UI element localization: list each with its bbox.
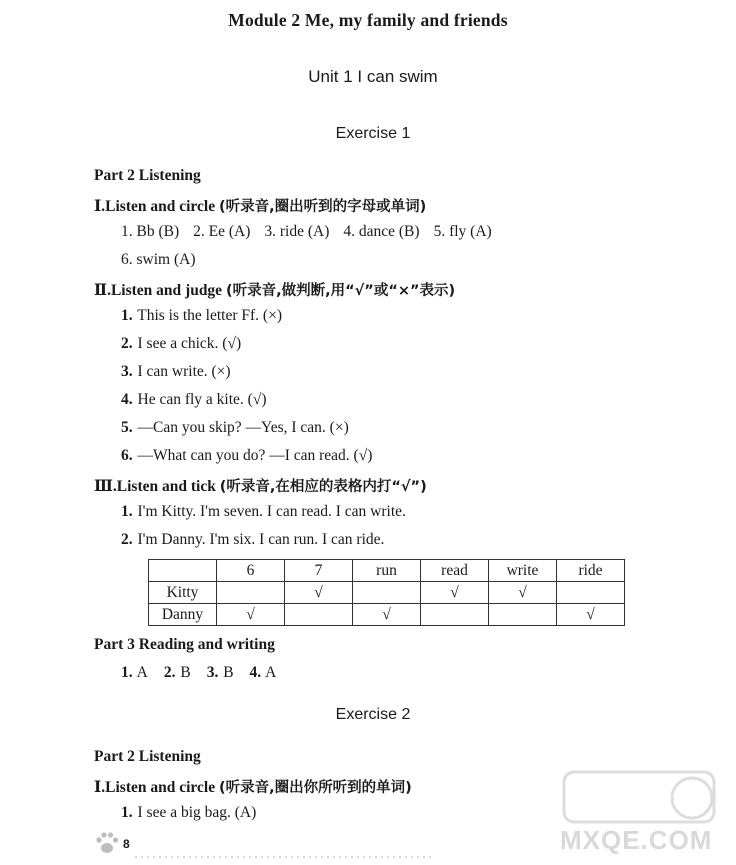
answer-item: 5. fly (A) [433,223,492,240]
list-item: 5. —Can you skip? —Yes, I can. (×) [121,419,349,436]
table-cell: read [421,560,489,582]
table-cell: 6 [217,560,285,582]
ex1-sec1-heading [94,195,426,216]
list-item: 4. He can fly a kite. (√) [121,391,267,408]
answer-item: 2. Ee (A) [193,223,251,240]
list-item: 1. I'm Kitty. I'm seven. I can read. I can write. [121,503,406,520]
ex1-sec3-heading [94,475,427,496]
exercise-1-title: Exercise 1 [335,125,411,142]
tick-table [148,559,625,626]
ex1-sec1-row2: 6. swim (A) [121,251,196,268]
watermark-text: MXQE.COM [560,825,713,855]
list-item: 1. This is the letter Ff. (×) [121,307,282,324]
table-cell [421,604,489,626]
table-cell: write [489,560,557,582]
table-row [149,604,625,626]
page-number: 8 [123,837,130,851]
list-item: 2. I see a chick. (√) [121,335,242,352]
table-cell: run [353,560,421,582]
sec-number: Ⅰ. [94,198,106,215]
sec-instruction: (听录音,做判断,用“√”或“×”表示) [225,283,456,299]
sec-number: Ⅰ. [94,779,106,796]
table-cell [557,582,625,604]
table-cell [489,604,557,626]
table-cell: ride [557,560,625,582]
ex1-part3-answers: 1. A 2. B 3. B 4. A [121,664,277,681]
module-title: Module 2 Me, my family and friends [228,10,508,30]
sec-label: Listen and circle [105,779,216,796]
sec-instruction: (听录音,在相应的表格内打“√”) [219,479,427,495]
table-cell: √ [489,582,557,604]
sec-label: Listen and judge [110,282,223,299]
sec-number: Ⅲ. [94,478,117,495]
table-cell [353,582,421,604]
sec-instruction: (听录音,圈出你所听到的单词) [218,780,412,796]
table-cell: Kitty [149,582,217,604]
ex1-sec2-heading [94,279,455,300]
unit-title: Unit 1 I can swim [308,67,438,86]
table-cell: √ [285,582,353,604]
ex1-part3-title: Part 3 Reading and writing [94,636,275,653]
table-cell [217,582,285,604]
answer-item: 1. Bb (B) [121,223,180,240]
exercise-2-title: Exercise 2 [335,706,411,723]
answer-item: 4. dance (B) [343,223,420,240]
footer-dots [135,850,435,864]
list-item: 1. I see a big bag. (A) [121,804,257,821]
answer-item: 3. ride (A) [264,223,330,240]
list-item: 6. —What can you do? —I can read. (√) [121,447,373,464]
sec-instruction: (听录音,圈出听到的字母或单词) [218,199,427,215]
ex1-sec1-row1 [121,223,492,241]
table-cell: Danny [149,604,217,626]
table-cell [149,560,217,582]
list-item: 3. I can write. (×) [121,363,231,380]
ex2-part2-title: Part 2 Listening [94,748,201,765]
watermark-logo [560,770,730,865]
table-cell: √ [353,604,421,626]
table-header-row [149,560,625,582]
sec-number: Ⅱ. [94,282,111,299]
table-cell: 7 [285,560,353,582]
table-row [149,582,625,604]
table-cell [285,604,353,626]
list-item: 2. I'm Danny. I'm six. I can run. I can ride. [121,531,385,548]
table-cell: √ [421,582,489,604]
table-cell: √ [557,604,625,626]
ex2-sec1-heading [94,776,412,797]
paw-icon [92,828,122,858]
table-cell: √ [217,604,285,626]
sec-label: Listen and circle [105,198,216,215]
sec-label: Listen and tick [116,478,216,495]
ex1-part2-title: Part 2 Listening [94,167,201,184]
